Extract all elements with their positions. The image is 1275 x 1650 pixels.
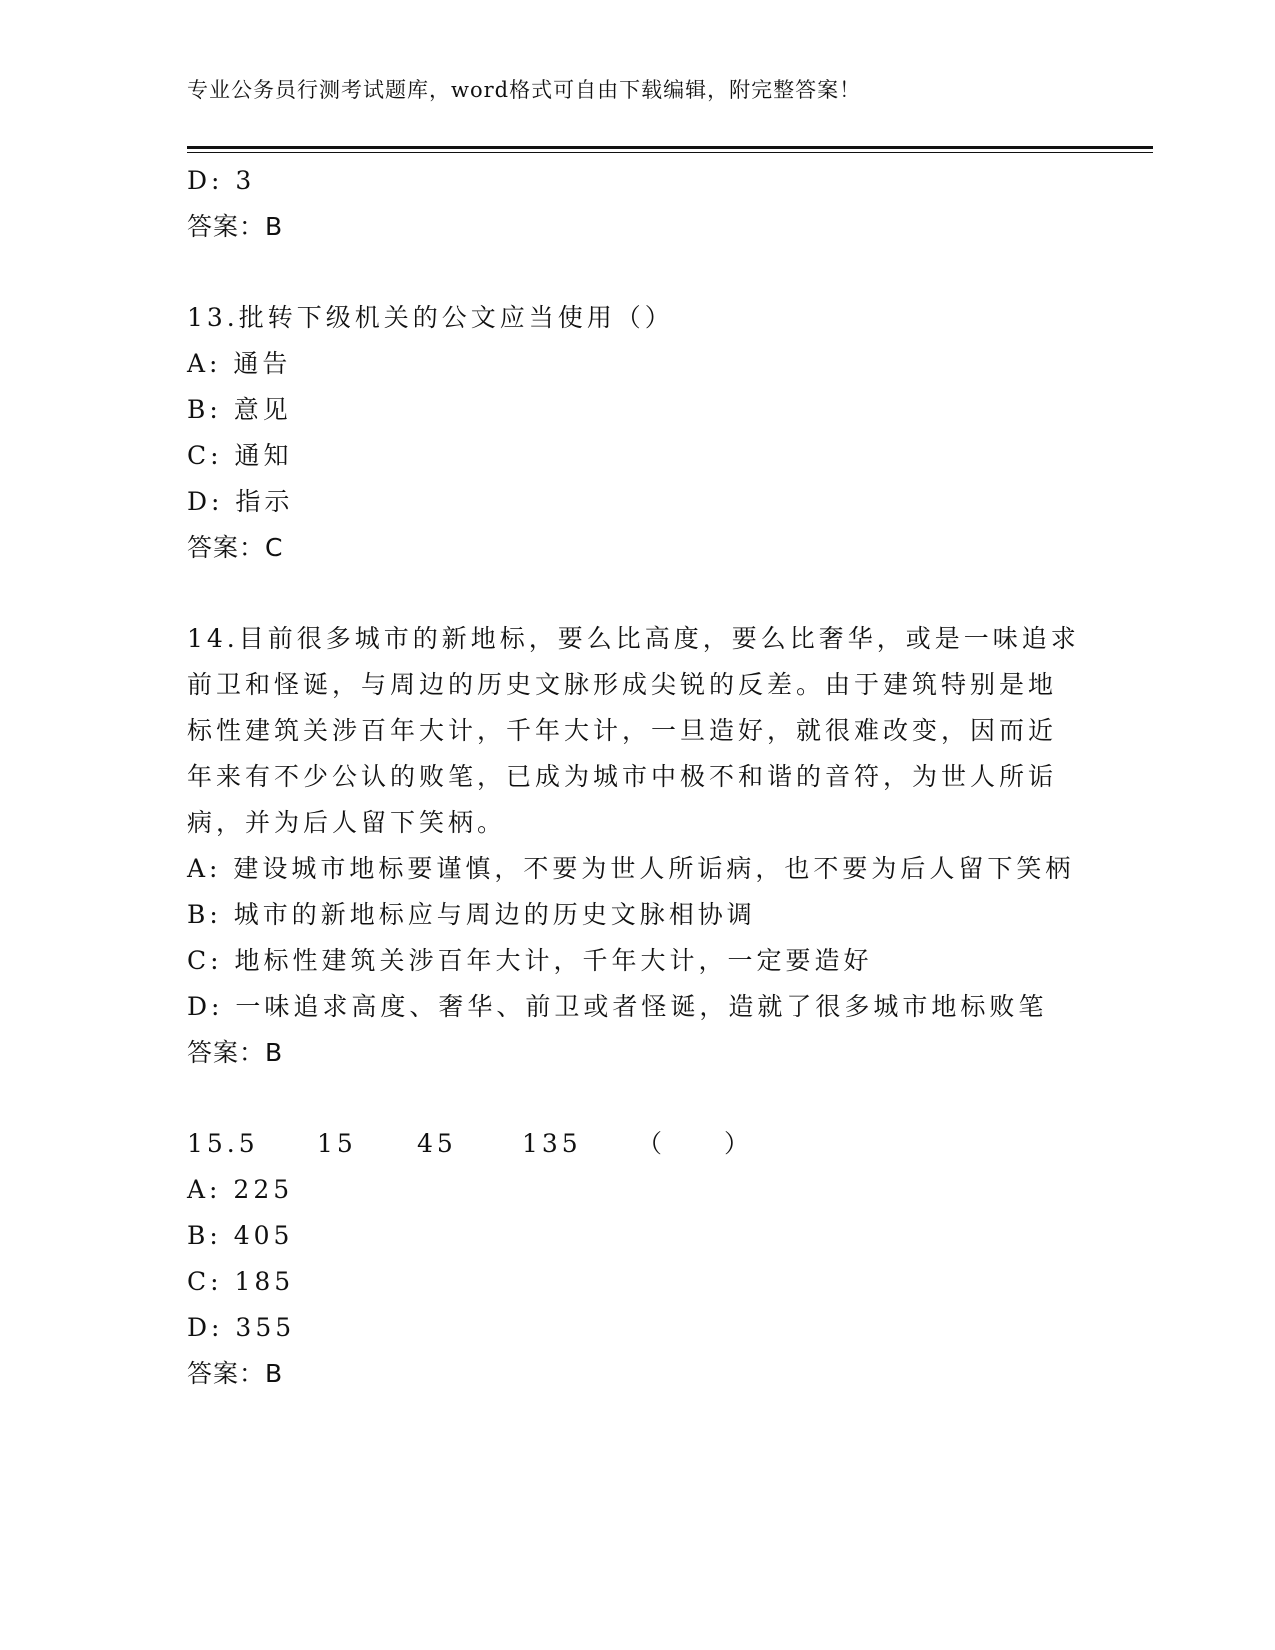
q15-seq-item: 15 <box>317 1129 357 1158</box>
q13-option-a: A: 通告 <box>187 349 292 378</box>
q15-stem <box>187 1121 1087 1167</box>
q15-option-d: D: 355 <box>187 1313 296 1342</box>
q15-option-a: A: 225 <box>187 1175 294 1204</box>
q14-answer: 答案：B <box>187 1038 284 1067</box>
spacer <box>187 571 1087 616</box>
q14-option-a: A: 建设城市地标要谨慎，不要为世人所诟病，也不要为后人留下笑柄 <box>187 854 1075 883</box>
q14-option-c: C: 地标性建筑关涉百年大计，千年大计，一定要造好 <box>187 946 873 975</box>
q15-blank: （ ） <box>637 1129 754 1158</box>
header-rule-thin <box>187 152 1153 153</box>
q14-option-b: B: 城市的新地标应与周边的历史文脉相协调 <box>187 900 756 929</box>
q14-stem-line: 14.目前很多城市的新地标，要么比高度，要么比奢华，或是一味追求 <box>187 624 1080 653</box>
q13-option-c: C: 通知 <box>187 441 293 470</box>
q15-seq-item: 15.5 <box>187 1129 259 1158</box>
prev-option-d: D: 3 <box>187 166 256 195</box>
q13-answer: 答案：C <box>187 533 284 562</box>
page-header: 专业公务员行测考试题库，word格式可自由下载编辑，附完整答案！ <box>187 78 862 102</box>
q14-option-d: D: 一味追求高度、奢华、前卫或者怪诞，造就了很多城市地标败笔 <box>187 992 1048 1021</box>
q14-stem <box>187 616 1087 846</box>
q13-option-b: B: 意见 <box>187 395 292 424</box>
q14-stem-line: 年来有不少公认的败笔，已成为城市中极不和谐的音符，为世人所诟 <box>187 762 1058 791</box>
prev-answer: 答案：B <box>187 212 284 241</box>
header-rule-thick <box>187 146 1153 149</box>
q13-stem: 13.批转下级机关的公文应当使用（） <box>187 303 674 332</box>
spacer <box>187 1076 1087 1121</box>
q15-seq-item: 135 <box>522 1129 582 1158</box>
spacer <box>187 250 1087 295</box>
q15-seq-item: 45 <box>417 1129 457 1158</box>
q15-answer: 答案：B <box>187 1359 284 1388</box>
q13-option-d: D: 指示 <box>187 487 294 516</box>
q15-option-b: B: 405 <box>187 1221 294 1250</box>
q14-stem-line: 标性建筑关涉百年大计，千年大计，一旦造好，就很难改变，因而近 <box>187 716 1058 745</box>
q14-stem-line: 前卫和怪诞，与周边的历史文脉形成尖锐的反差。由于建筑特别是地 <box>187 670 1058 699</box>
question-content <box>187 158 1087 1397</box>
q14-stem-line: 病，并为后人留下笑柄。 <box>187 808 507 837</box>
q15-option-c: C: 185 <box>187 1267 295 1296</box>
